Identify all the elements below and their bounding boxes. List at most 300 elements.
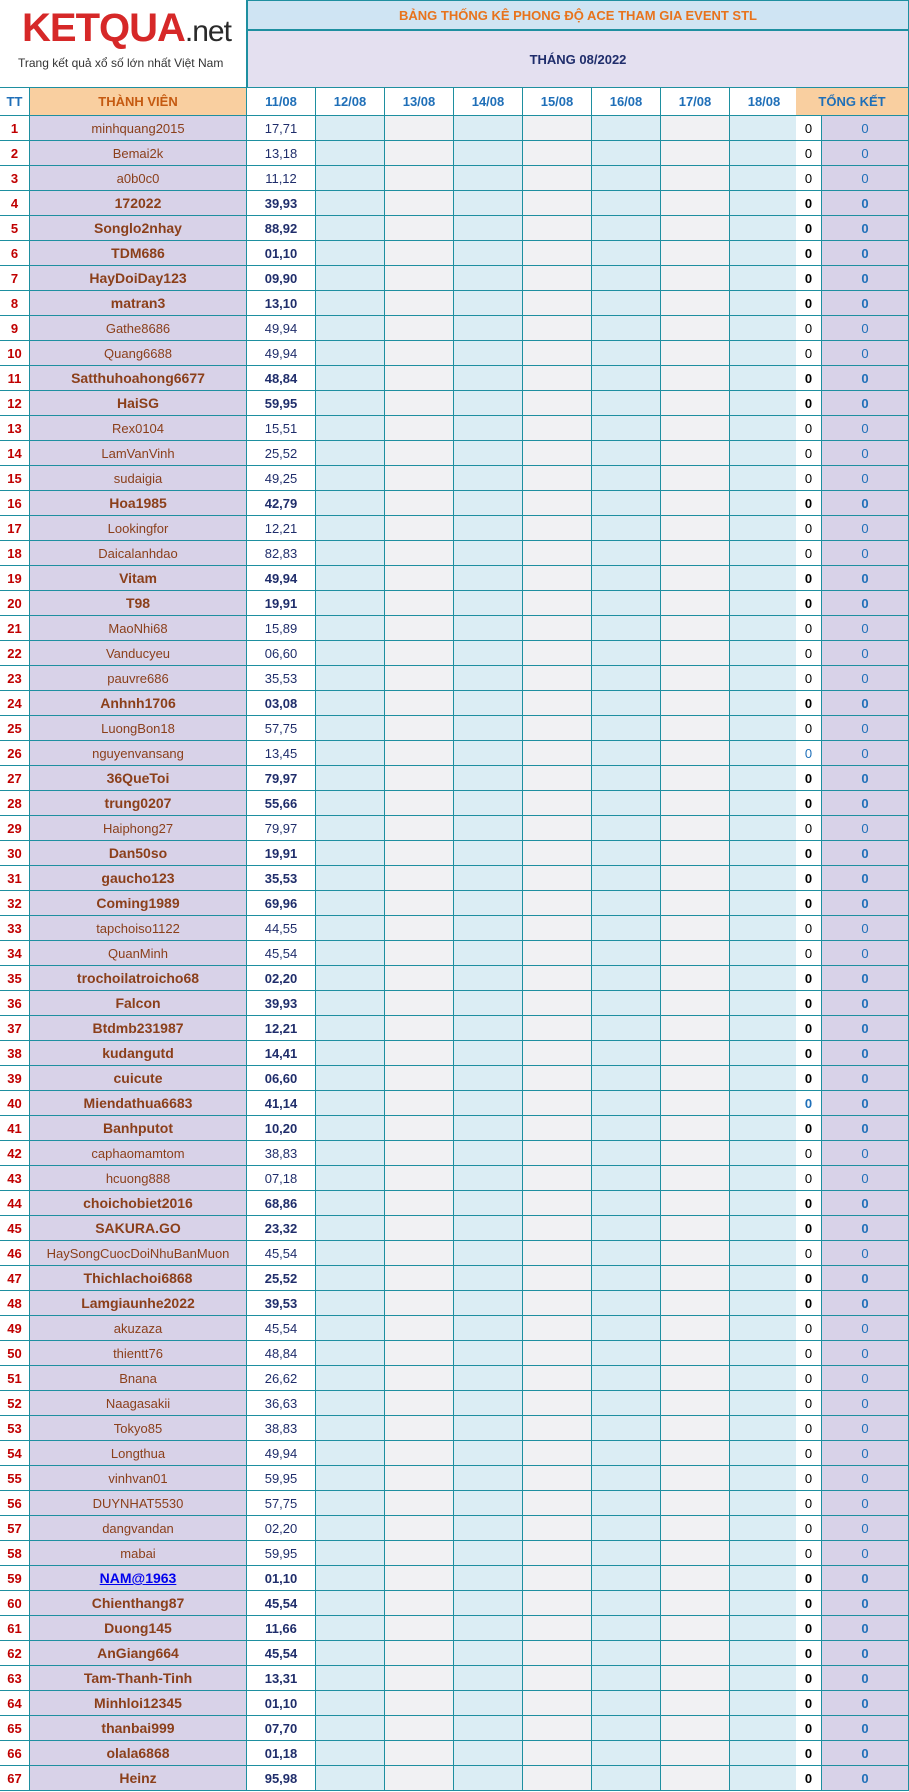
empty-score-cell — [316, 741, 385, 766]
empty-score-cell — [316, 166, 385, 191]
total-score: 0 — [822, 1291, 909, 1316]
total-score: 0 — [822, 341, 909, 366]
empty-score-cell — [523, 766, 592, 791]
empty-score-cell — [661, 816, 730, 841]
empty-score-cell — [523, 841, 592, 866]
empty-score-cell — [592, 416, 661, 441]
empty-score-cell — [592, 641, 661, 666]
member-name: gaucho123 — [30, 866, 247, 891]
row-number: 5 — [0, 216, 30, 241]
total-score: 0 — [822, 191, 909, 216]
score-11-08: 38,83 — [247, 1141, 316, 1166]
member-name: Lookingfor — [30, 516, 247, 541]
row-number: 34 — [0, 941, 30, 966]
empty-score-cell — [523, 1591, 592, 1616]
empty-score-cell — [730, 966, 799, 991]
empty-score-cell — [385, 1116, 454, 1141]
score-11-08: 45,54 — [247, 941, 316, 966]
empty-score-cell — [523, 1241, 592, 1266]
score-11-08: 11,66 — [247, 1616, 316, 1641]
score-11-08: 45,54 — [247, 1316, 316, 1341]
empty-score-cell — [523, 441, 592, 466]
row-number: 16 — [0, 491, 30, 516]
score-11-08: 23,32 — [247, 1216, 316, 1241]
total-count: 0 — [796, 1016, 822, 1041]
row-number: 29 — [0, 816, 30, 841]
total-count: 0 — [796, 791, 822, 816]
total-score: 0 — [822, 1366, 909, 1391]
empty-score-cell — [592, 1741, 661, 1766]
member-name: Duong145 — [30, 1616, 247, 1641]
score-11-08: 59,95 — [247, 1541, 316, 1566]
empty-score-cell — [385, 291, 454, 316]
empty-score-cell — [316, 666, 385, 691]
empty-score-cell — [730, 1416, 799, 1441]
empty-score-cell — [592, 1666, 661, 1691]
empty-score-cell — [316, 1466, 385, 1491]
empty-score-cell — [592, 1591, 661, 1616]
empty-score-cell — [523, 741, 592, 766]
total-score: 0 — [822, 516, 909, 541]
total-count: 0 — [796, 941, 822, 966]
total-score: 0 — [822, 1066, 909, 1091]
total-count: 0 — [796, 391, 822, 416]
empty-score-cell — [385, 491, 454, 516]
total-score: 0 — [822, 1041, 909, 1066]
empty-score-cell — [454, 391, 523, 416]
empty-score-cell — [523, 1216, 592, 1241]
total-count: 0 — [796, 1591, 822, 1616]
empty-score-cell — [592, 1491, 661, 1516]
total-score: 0 — [822, 766, 909, 791]
total-count: 0 — [796, 141, 822, 166]
empty-score-cell — [523, 1516, 592, 1541]
empty-score-cell — [661, 1441, 730, 1466]
empty-score-cell — [730, 1066, 799, 1091]
row-number: 60 — [0, 1591, 30, 1616]
empty-score-cell — [454, 866, 523, 891]
row-number: 62 — [0, 1641, 30, 1666]
empty-score-cell — [316, 1191, 385, 1216]
empty-score-cell — [592, 841, 661, 866]
total-count: 0 — [796, 1266, 822, 1291]
member-name: MaoNhi68 — [30, 616, 247, 641]
empty-score-cell — [316, 416, 385, 441]
score-11-08: 35,53 — [247, 666, 316, 691]
empty-score-cell — [454, 816, 523, 841]
total-count: 0 — [796, 116, 822, 141]
member-name: AnGiang664 — [30, 1641, 247, 1666]
empty-score-cell — [523, 1766, 592, 1791]
empty-score-cell — [316, 491, 385, 516]
empty-score-cell — [385, 416, 454, 441]
empty-score-cell — [454, 1216, 523, 1241]
empty-score-cell — [385, 191, 454, 216]
empty-score-cell — [730, 566, 799, 591]
empty-score-cell — [592, 1566, 661, 1591]
empty-score-cell — [454, 666, 523, 691]
total-count: 0 — [796, 641, 822, 666]
empty-score-cell — [592, 1391, 661, 1416]
empty-score-cell — [454, 1766, 523, 1791]
empty-score-cell — [661, 191, 730, 216]
total-score: 0 — [822, 1541, 909, 1566]
sheet-title: BẢNG THỐNG KÊ PHONG ĐỘ ACE THAM GIA EVENT STL — [247, 0, 909, 30]
empty-score-cell — [730, 516, 799, 541]
header-date: 13/08 — [385, 88, 454, 116]
member-name: QuanMinh — [30, 941, 247, 966]
total-count: 0 — [796, 1716, 822, 1741]
member-name: tapchoiso1122 — [30, 916, 247, 941]
empty-score-cell — [316, 616, 385, 641]
total-score: 0 — [822, 1441, 909, 1466]
member-name: Banhputot — [30, 1116, 247, 1141]
empty-score-cell — [730, 1516, 799, 1541]
empty-score-cell — [316, 241, 385, 266]
empty-score-cell — [385, 391, 454, 416]
empty-score-cell — [316, 1716, 385, 1741]
row-number: 13 — [0, 416, 30, 441]
empty-score-cell — [661, 116, 730, 141]
row-number: 54 — [0, 1441, 30, 1466]
empty-score-cell — [316, 941, 385, 966]
empty-score-cell — [385, 141, 454, 166]
empty-score-cell — [730, 366, 799, 391]
empty-score-cell — [523, 1566, 592, 1591]
total-score: 0 — [822, 1266, 909, 1291]
empty-score-cell — [592, 716, 661, 741]
score-11-08: 07,18 — [247, 1166, 316, 1191]
empty-score-cell — [523, 1416, 592, 1441]
row-number: 55 — [0, 1466, 30, 1491]
empty-score-cell — [661, 166, 730, 191]
empty-score-cell — [385, 666, 454, 691]
total-count: 0 — [796, 1691, 822, 1716]
empty-score-cell — [454, 741, 523, 766]
empty-score-cell — [523, 416, 592, 441]
total-score: 0 — [822, 866, 909, 891]
empty-score-cell — [661, 1266, 730, 1291]
empty-score-cell — [316, 1666, 385, 1691]
empty-score-cell — [454, 1191, 523, 1216]
empty-score-cell — [592, 916, 661, 941]
row-number: 43 — [0, 1166, 30, 1191]
total-score: 0 — [822, 891, 909, 916]
row-number: 25 — [0, 716, 30, 741]
member-name: trochoilatroicho68 — [30, 966, 247, 991]
empty-score-cell — [316, 1266, 385, 1291]
empty-score-cell — [592, 1691, 661, 1716]
score-11-08: 25,52 — [247, 441, 316, 466]
member-name: trung0207 — [30, 791, 247, 816]
empty-score-cell — [316, 1066, 385, 1091]
total-count: 0 — [796, 1391, 822, 1416]
total-count: 0 — [796, 1141, 822, 1166]
empty-score-cell — [730, 1316, 799, 1341]
row-number: 3 — [0, 166, 30, 191]
empty-score-cell — [730, 816, 799, 841]
row-number: 48 — [0, 1291, 30, 1316]
member-name: hcuong888 — [30, 1166, 247, 1191]
score-11-08: 44,55 — [247, 916, 316, 941]
row-number: 23 — [0, 666, 30, 691]
total-score: 0 — [822, 466, 909, 491]
empty-score-cell — [730, 1441, 799, 1466]
empty-score-cell — [730, 841, 799, 866]
empty-score-cell — [523, 1341, 592, 1366]
empty-score-cell — [661, 891, 730, 916]
empty-score-cell — [592, 616, 661, 641]
empty-score-cell — [454, 1466, 523, 1491]
score-11-08: 15,51 — [247, 416, 316, 441]
empty-score-cell — [316, 116, 385, 141]
empty-score-cell — [385, 916, 454, 941]
empty-score-cell — [592, 1166, 661, 1191]
empty-score-cell — [385, 1641, 454, 1666]
empty-score-cell — [592, 191, 661, 216]
total-count: 0 — [796, 1116, 822, 1141]
total-count: 0 — [796, 1666, 822, 1691]
member-name: sudaigia — [30, 466, 247, 491]
row-number: 12 — [0, 391, 30, 416]
member-name: vinhvan01 — [30, 1466, 247, 1491]
empty-score-cell — [592, 891, 661, 916]
empty-score-cell — [592, 741, 661, 766]
empty-score-cell — [592, 316, 661, 341]
empty-score-cell — [454, 516, 523, 541]
empty-score-cell — [523, 1441, 592, 1466]
total-score: 0 — [822, 1491, 909, 1516]
row-number: 28 — [0, 791, 30, 816]
total-count: 0 — [796, 1241, 822, 1266]
score-11-08: 39,93 — [247, 191, 316, 216]
empty-score-cell — [316, 566, 385, 591]
total-score: 0 — [822, 316, 909, 341]
total-score: 0 — [822, 1741, 909, 1766]
empty-score-cell — [661, 691, 730, 716]
empty-score-cell — [316, 1616, 385, 1641]
empty-score-cell — [661, 1666, 730, 1691]
empty-score-cell — [385, 641, 454, 666]
empty-score-cell — [592, 491, 661, 516]
empty-score-cell — [523, 1366, 592, 1391]
empty-score-cell — [592, 666, 661, 691]
row-number: 4 — [0, 191, 30, 216]
empty-score-cell — [592, 1091, 661, 1116]
row-number: 37 — [0, 1016, 30, 1041]
total-count: 0 — [796, 1041, 822, 1066]
score-11-08: 57,75 — [247, 716, 316, 741]
member-name: Daicalanhdao — [30, 541, 247, 566]
score-11-08: 17,71 — [247, 116, 316, 141]
score-11-08: 06,60 — [247, 1066, 316, 1091]
total-count: 0 — [796, 741, 822, 766]
member-name: Hoa1985 — [30, 491, 247, 516]
empty-score-cell — [523, 366, 592, 391]
row-number: 32 — [0, 891, 30, 916]
site-logo[interactable] — [0, 0, 247, 88]
score-11-08: 09,90 — [247, 266, 316, 291]
empty-score-cell — [523, 791, 592, 816]
empty-score-cell — [454, 766, 523, 791]
member-name: akuzaza — [30, 1316, 247, 1341]
empty-score-cell — [454, 1541, 523, 1566]
empty-score-cell — [661, 641, 730, 666]
empty-score-cell — [730, 1116, 799, 1141]
total-count: 0 — [796, 1341, 822, 1366]
score-11-08: 88,92 — [247, 216, 316, 241]
empty-score-cell — [523, 1316, 592, 1341]
total-count: 0 — [796, 241, 822, 266]
empty-score-cell — [454, 1141, 523, 1166]
empty-score-cell — [523, 541, 592, 566]
empty-score-cell — [385, 1041, 454, 1066]
empty-score-cell — [730, 166, 799, 191]
empty-score-cell — [385, 891, 454, 916]
empty-score-cell — [454, 166, 523, 191]
empty-score-cell — [385, 816, 454, 841]
row-number: 33 — [0, 916, 30, 941]
empty-score-cell — [661, 1066, 730, 1091]
empty-score-cell — [316, 391, 385, 416]
total-score: 0 — [822, 741, 909, 766]
total-score: 0 — [822, 666, 909, 691]
empty-score-cell — [454, 716, 523, 741]
empty-score-cell — [523, 1691, 592, 1716]
row-number: 56 — [0, 1491, 30, 1516]
score-11-08: 55,66 — [247, 791, 316, 816]
empty-score-cell — [385, 1566, 454, 1591]
empty-score-cell — [385, 1416, 454, 1441]
empty-score-cell — [523, 566, 592, 591]
empty-score-cell — [730, 316, 799, 341]
member-name: minhquang2015 — [30, 116, 247, 141]
empty-score-cell — [454, 691, 523, 716]
empty-score-cell — [661, 1566, 730, 1591]
total-score: 0 — [822, 441, 909, 466]
member-name: LamVanVinh — [30, 441, 247, 466]
total-score: 0 — [822, 541, 909, 566]
empty-score-cell — [730, 391, 799, 416]
empty-score-cell — [454, 591, 523, 616]
empty-score-cell — [454, 1641, 523, 1666]
total-count: 0 — [796, 716, 822, 741]
empty-score-cell — [730, 1766, 799, 1791]
empty-score-cell — [661, 1091, 730, 1116]
score-11-08: 13,18 — [247, 141, 316, 166]
header-tt: TT — [0, 88, 30, 116]
empty-score-cell — [661, 1116, 730, 1141]
empty-score-cell — [316, 1166, 385, 1191]
row-number: 20 — [0, 591, 30, 616]
empty-score-cell — [454, 1491, 523, 1516]
empty-score-cell — [661, 716, 730, 741]
empty-score-cell — [592, 441, 661, 466]
empty-score-cell — [316, 1766, 385, 1791]
empty-score-cell — [523, 391, 592, 416]
row-number: 67 — [0, 1766, 30, 1791]
empty-score-cell — [592, 216, 661, 241]
row-number: 52 — [0, 1391, 30, 1416]
empty-score-cell — [385, 1216, 454, 1241]
empty-score-cell — [385, 1291, 454, 1316]
empty-score-cell — [661, 441, 730, 466]
empty-score-cell — [385, 591, 454, 616]
empty-score-cell — [523, 191, 592, 216]
empty-score-cell — [661, 1766, 730, 1791]
empty-score-cell — [385, 1016, 454, 1041]
empty-score-cell — [316, 641, 385, 666]
empty-score-cell — [385, 1166, 454, 1191]
empty-score-cell — [523, 616, 592, 641]
total-count: 0 — [796, 1166, 822, 1191]
empty-score-cell — [523, 216, 592, 241]
empty-score-cell — [730, 441, 799, 466]
empty-score-cell — [730, 1591, 799, 1616]
member-name: Bemai2k — [30, 141, 247, 166]
empty-score-cell — [661, 1141, 730, 1166]
row-number: 24 — [0, 691, 30, 716]
row-number: 64 — [0, 1691, 30, 1716]
total-score: 0 — [822, 691, 909, 716]
member-name: Tokyo85 — [30, 1416, 247, 1441]
empty-score-cell — [316, 591, 385, 616]
empty-score-cell — [316, 266, 385, 291]
total-score: 0 — [822, 616, 909, 641]
total-score: 0 — [822, 1591, 909, 1616]
member-name: nguyenvansang — [30, 741, 247, 766]
empty-score-cell — [316, 191, 385, 216]
empty-score-cell — [592, 1366, 661, 1391]
empty-score-cell — [661, 141, 730, 166]
empty-score-cell — [523, 291, 592, 316]
empty-score-cell — [661, 1016, 730, 1041]
total-count: 0 — [796, 1566, 822, 1591]
total-count: 0 — [796, 491, 822, 516]
empty-score-cell — [730, 141, 799, 166]
row-number: 36 — [0, 991, 30, 1016]
empty-score-cell — [661, 766, 730, 791]
empty-score-cell — [661, 1641, 730, 1666]
member-name[interactable]: NAM@1963 — [30, 1566, 247, 1591]
empty-score-cell — [454, 291, 523, 316]
total-score: 0 — [822, 791, 909, 816]
score-11-08: 49,94 — [247, 566, 316, 591]
empty-score-cell — [385, 941, 454, 966]
empty-score-cell — [454, 1291, 523, 1316]
score-11-08: 45,54 — [247, 1641, 316, 1666]
empty-score-cell — [592, 566, 661, 591]
empty-score-cell — [592, 1141, 661, 1166]
row-number: 22 — [0, 641, 30, 666]
empty-score-cell — [385, 1691, 454, 1716]
empty-score-cell — [454, 841, 523, 866]
empty-score-cell — [523, 716, 592, 741]
total-score: 0 — [822, 116, 909, 141]
empty-score-cell — [454, 966, 523, 991]
row-number: 47 — [0, 1266, 30, 1291]
total-count: 0 — [796, 291, 822, 316]
empty-score-cell — [661, 1416, 730, 1441]
empty-score-cell — [661, 991, 730, 1016]
member-name: LuongBon18 — [30, 716, 247, 741]
empty-score-cell — [523, 591, 592, 616]
empty-score-cell — [592, 116, 661, 141]
score-11-08: 48,84 — [247, 366, 316, 391]
empty-score-cell — [316, 716, 385, 741]
score-11-08: 19,91 — [247, 591, 316, 616]
empty-score-cell — [523, 1141, 592, 1166]
